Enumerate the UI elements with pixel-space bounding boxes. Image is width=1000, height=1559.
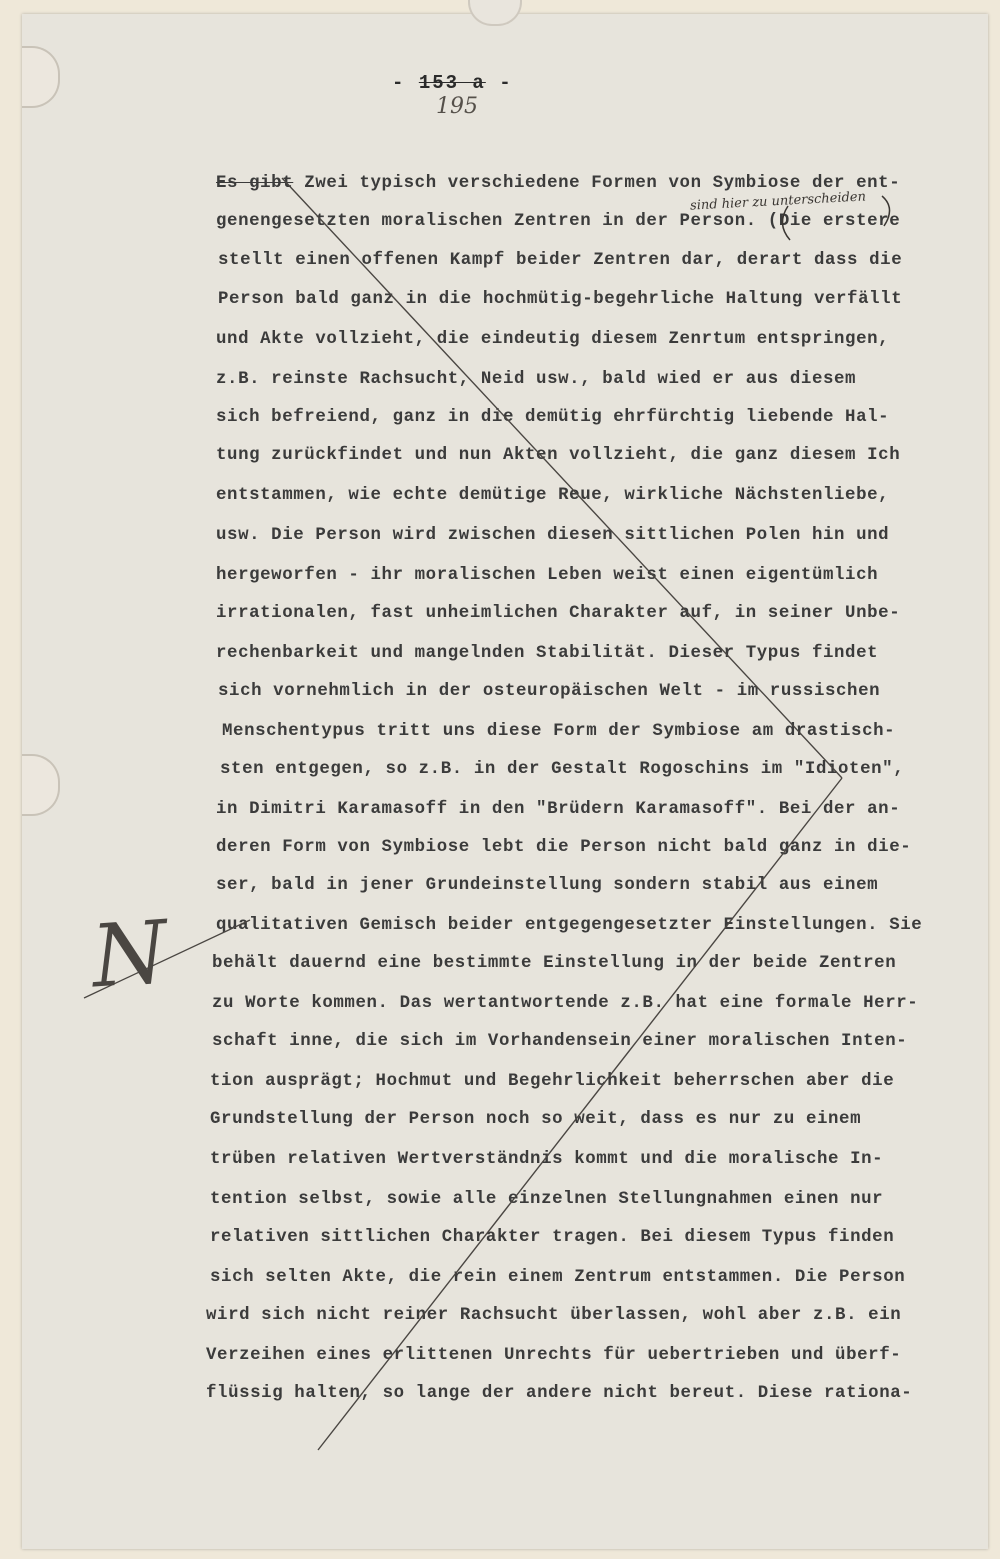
- line-text: Verzeihen eines erlittenen Unrechts für uebertrieben und überf-: [206, 1346, 902, 1365]
- line-text: in Dimitri Karamasoff in den "Brüdern Karamasoff". Bei der an-: [216, 800, 901, 819]
- line-text: entstammen, wie echte demütige Reue, wirkliche Nächstenliebe,: [216, 486, 890, 505]
- struck-text: Es gibt: [216, 174, 294, 193]
- line-text: sich befreiend, ganz in die demütig ehrfürchtig liebende Hal-: [216, 408, 890, 427]
- line-text: tion ausprägt; Hochmut und Begehrlichkeit beherrschen aber die: [210, 1072, 895, 1091]
- line-text: Person bald ganz in die hochmütig-begehrliche Haltung verfällt: [218, 290, 903, 309]
- line-text: ser, bald in jener Grundeinstellung sondern stabil aus einem: [216, 876, 879, 895]
- margin-mark: N: [88, 902, 171, 1008]
- line-text: tung zurückfindet und nun Akten vollzieht, die ganz diesem Ich: [216, 446, 901, 465]
- line-text: hergeworfen - ihr moralischen Leben weist einen eigentümlich: [216, 566, 879, 585]
- diagonal-cross-line-upper: [282, 178, 842, 778]
- line-text: deren Form von Symbiose lebt die Person nicht bald ganz in die-: [216, 838, 912, 857]
- line-text: wird sich nicht reiner Rachsucht überlassen, wohl aber z.B. ein: [206, 1306, 902, 1325]
- line-text: Menschentypus tritt uns diese Form der Symbiose am drastisch-: [222, 722, 896, 741]
- insertion-bracket-left: [782, 206, 790, 240]
- line-text: flüssig halten, so lange der andere nicht bereut. Diese rationa-: [206, 1384, 913, 1403]
- handwritten-page-number: 195: [436, 94, 478, 119]
- diagonal-cross-line-lower: [318, 778, 842, 1450]
- insertion-bracket-right: [882, 196, 890, 226]
- line-text: stellt einen offenen Kampf beider Zentren dar, derart dass die: [218, 251, 903, 270]
- line-text: zu Worte kommen. Das wertantwortende z.B. hat eine formale Herr-: [212, 994, 919, 1013]
- line-text: trüben relativen Wertverständnis kommt und die moralische In-: [210, 1150, 884, 1169]
- line-text: relativen sittlichen Charakter tragen. Bei diesem Typus finden: [210, 1228, 895, 1247]
- line-text: Zwei typisch verschiedene Formen von Symbiose der ent-: [293, 174, 901, 193]
- line-text: Grundstellung der Person noch so weit, dass es nur zu einem: [210, 1110, 862, 1129]
- line-text: und Akte vollzieht, die eindeutig diesem Zenrtum entspringen,: [216, 330, 890, 349]
- line-text: tention selbst, sowie alle einzelnen Stellungnahmen einen nur: [210, 1190, 884, 1209]
- line-text: irrationalen, fast unheimlichen Charakter auf, in seiner Unbe-: [216, 604, 901, 623]
- line-text: behält dauernd eine bestimmte Einstellung in der beide Zentren: [212, 954, 897, 973]
- line-text: genengesetzten moralischen Zentren in der Person. (Die erstere: [216, 212, 901, 231]
- line-text: sich selten Akte, die rein einem Zentrum entstammen. Die Person: [210, 1268, 906, 1287]
- typed-page-number: - 153 a -: [392, 72, 513, 94]
- line-text: sich vornehmlich in der osteuropäischen Welt - im russischen: [218, 682, 881, 701]
- line-text: sten entgegen, so z.B. in der Gestalt Rogoschins im "Idioten",: [220, 760, 905, 779]
- line-text: z.B. reinste Rachsucht, Neid usw., bald wied er aus diesem: [216, 370, 857, 389]
- line-text: qualitativen Gemisch beider entgegengesetzter Einstellungen. Sie: [216, 916, 923, 935]
- line-text: rechenbarkeit und mangelnden Stabilität. Dieser Typus findet: [216, 644, 879, 663]
- line-text: schaft inne, die sich im Vorhandensein einer moralischen Inten-: [212, 1032, 908, 1051]
- handwritten-insertion: sind hier zu unterscheiden: [689, 189, 867, 214]
- typed-page-number-value: 153 a: [418, 72, 486, 94]
- line-text: usw. Die Person wird zwischen diesen sittlichen Polen hin und: [216, 526, 890, 545]
